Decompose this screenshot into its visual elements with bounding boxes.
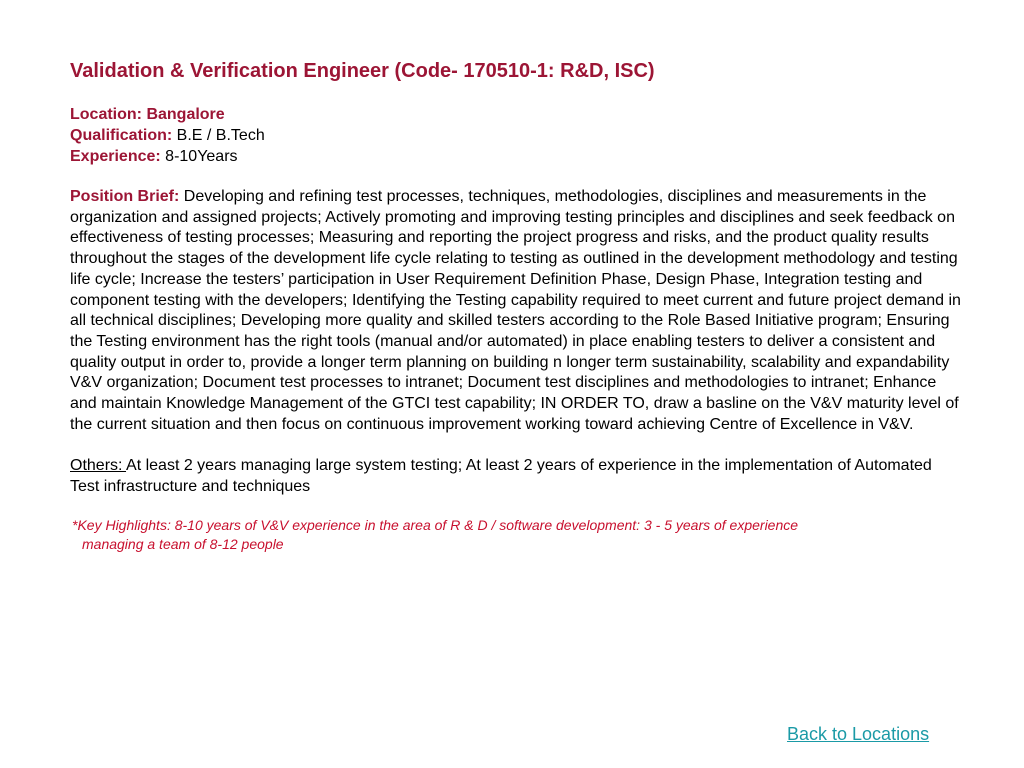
- location-label: Location: Bangalore: [70, 106, 225, 123]
- others-label: Others:: [70, 457, 127, 475]
- highlights-line-1: *Key Highlights: 8-10 years of V&V experience in the area of R & D / software development: 3 - 5 years of experience: [72, 516, 799, 533]
- position-brief-label: Position Brief:: [70, 188, 180, 205]
- position-brief: [70, 187, 962, 435]
- key-highlights: [70, 516, 902, 554]
- job-title: Validation & Verification Engineer (Code- 170510-1: R&D, ISC): [70, 60, 655, 82]
- back-to-locations-link[interactable]: Back to Locations: [787, 724, 930, 744]
- others-section: [70, 456, 962, 497]
- experience-label: Experience:: [70, 148, 161, 165]
- job-posting: [70, 58, 962, 554]
- position-brief-text: Developing and refining test processes, techniques, methodologies, disciplines and measurements in the organization and assigned projects; Actively promoting and improving testing principles and disciplines and seek feedback on effectiveness of testing processes; Measuring and reporting the project progress and risks, and the product quality results throughout the stages of the development life cycle relating to testing as outlined in the development methodology and testing life cycle; Increase the testers’ participation in User Requirement Definition Phase, Design Phase, Integration testing and component testing with the developers; Identifying the Testing capability required to meet current and future project demand in all technical disciplines; Developing more quality and skilled testers according to the Role Based Initiative program; Ensuring the Testing environment has the right tools (manual and/or automated) in place enabling testers to deliver a consistent and quality output in order to, provide a longer term planning on building n longer term sustainability, scalability and expandability V&V organization; Document test processes to intranet; Document test disciplines and methodologies to intranet; Enhance and maintain Knowledge Management of the GTCI test capability; IN ORDER TO, draw a basline on the V&V maturity level of the current situation and then focus on continuous improvement working toward achieving Centre of Excellence in V&V.: [70, 188, 961, 433]
- qualification-label: Qualification:: [70, 127, 173, 144]
- experience-row: [70, 146, 962, 167]
- others-text: At least 2 years managing large system testing; At least 2 years of experience in the implementation of Automated Test infrastructure and techniques: [70, 457, 932, 496]
- location-row: [70, 104, 962, 125]
- job-meta: [70, 104, 962, 167]
- qualification-value: B.E / B.Tech: [172, 127, 265, 144]
- highlights-line-2: managing a team of 8-12 people: [82, 535, 284, 552]
- qualification-row: [70, 125, 962, 146]
- experience-value: 8-10Years: [160, 148, 238, 165]
